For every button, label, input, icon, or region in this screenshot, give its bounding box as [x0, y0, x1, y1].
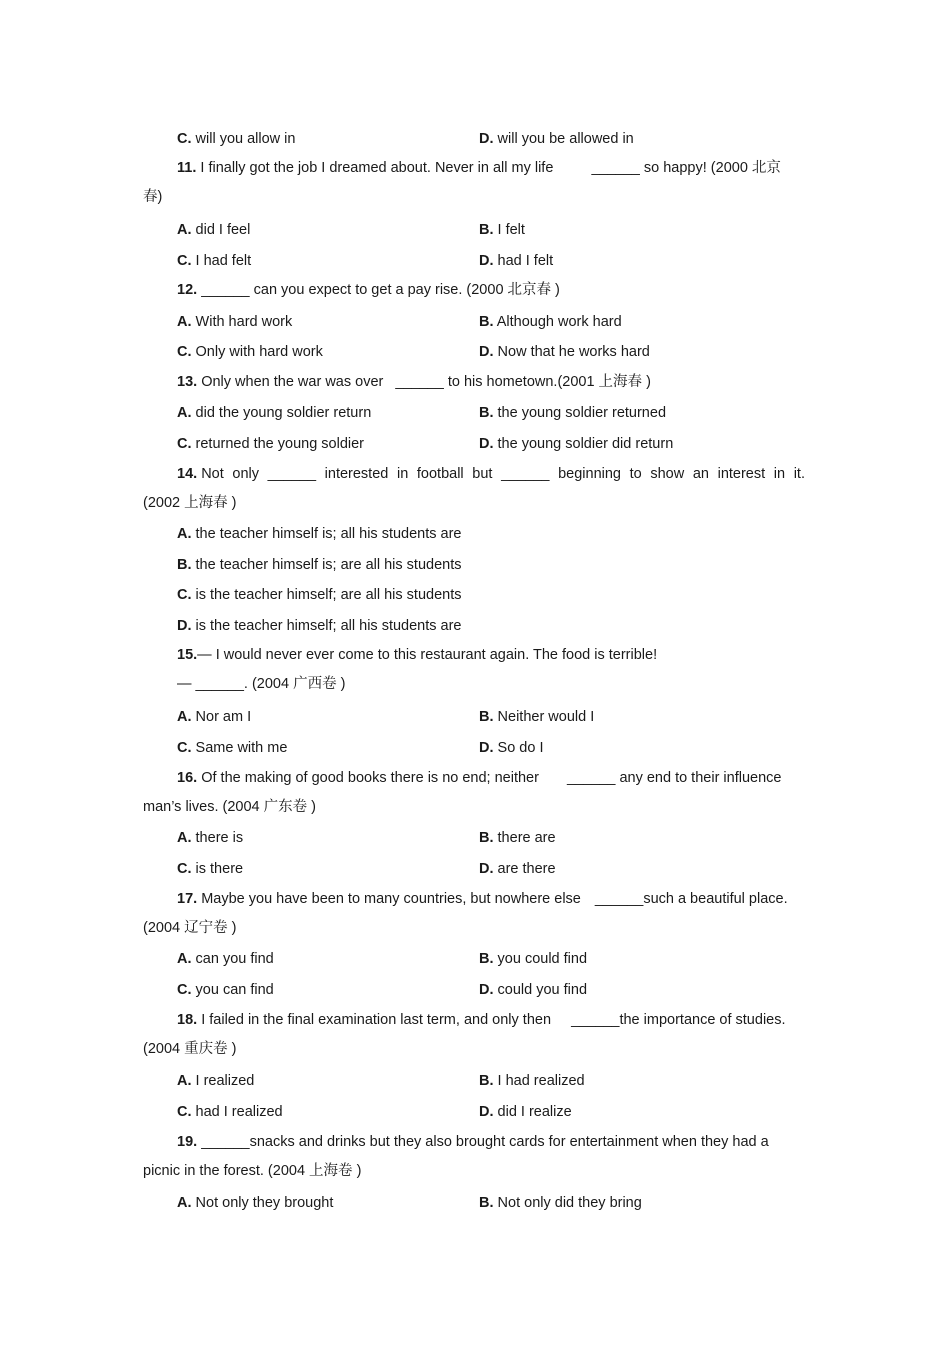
reply-text: . (2004 广西卷 ): [243, 676, 346, 692]
option-text: Not only did they bring: [497, 1195, 642, 1211]
option-text: is the teacher himself; are all his students: [195, 587, 462, 603]
option-text: I felt: [497, 222, 525, 238]
q15-stem: [177, 646, 657, 664]
stem-text: Only when the war was over: [201, 374, 384, 390]
option-text: Nor am I: [195, 709, 252, 725]
q16-option-a: [177, 829, 243, 847]
stem-text: can you expect to get a pay rise. (2000 北京春 ): [253, 282, 560, 298]
q13-stem: [177, 373, 651, 391]
option-letter: A.: [177, 405, 192, 421]
stem-word: beginning: [558, 466, 621, 482]
option-text: had I realized: [195, 1104, 283, 1120]
option-letter: B.: [479, 709, 494, 725]
answer-blank: ______: [501, 466, 550, 482]
question-number: 13.: [177, 374, 198, 390]
option-text: the young soldier did return: [497, 436, 674, 452]
q14-option-c: [177, 586, 462, 604]
option-letter: A.: [177, 1073, 192, 1089]
option-letter: A.: [177, 951, 192, 967]
q10-option-d: [479, 130, 634, 148]
q14-stem: [177, 465, 805, 483]
option-text: the teacher himself is; all his students are: [195, 526, 462, 542]
option-text: did I feel: [195, 222, 251, 238]
q10-option-c: [177, 130, 295, 148]
answer-blank: ______: [395, 374, 444, 390]
stem-word: but: [472, 466, 493, 482]
option-letter: C.: [177, 1104, 192, 1120]
option-letter: D.: [479, 740, 494, 756]
option-letter: D.: [479, 436, 494, 452]
q11-option-c: [177, 252, 251, 270]
stem-word: show: [650, 466, 685, 482]
option-text: I had realized: [497, 1073, 585, 1089]
q11-option-d: [479, 252, 553, 270]
stem-text: I failed in the final examination last term, and only then: [201, 1012, 552, 1028]
option-text: Although work hard: [496, 314, 622, 330]
option-text: is there: [195, 861, 244, 877]
stem-text: to his hometown.(2001 上海春 ): [447, 374, 651, 390]
q18-option-a: [177, 1072, 254, 1090]
option-text: the young soldier returned: [497, 405, 667, 421]
q11-option-a: [177, 221, 250, 239]
option-letter: C.: [177, 131, 192, 147]
answer-blank: ______: [267, 466, 317, 482]
stem-text: the importance of studies.: [619, 1012, 786, 1028]
q13-option-c: [177, 435, 364, 453]
q18-option-c: [177, 1103, 283, 1121]
option-text: With hard work: [195, 314, 293, 330]
question-number: 17.: [177, 891, 198, 907]
q14-stem-continued: (2002 上海春 ): [143, 495, 237, 511]
option-letter: C.: [177, 982, 192, 998]
option-letter: C.: [177, 344, 192, 360]
option-letter: B.: [479, 405, 494, 421]
q17-stem: [177, 890, 788, 908]
q15-reply: [177, 675, 345, 693]
q13-option-b: [479, 404, 666, 422]
q17-option-b: [479, 950, 587, 968]
option-letter: D.: [479, 131, 494, 147]
stem-word: [177, 465, 224, 483]
option-text: Only with hard work: [195, 344, 323, 360]
option-text: Not only they brought: [195, 1195, 334, 1211]
q16-option-c: [177, 860, 243, 878]
option-letter: C.: [177, 587, 192, 603]
q15-option-a: [177, 708, 251, 726]
stem-text: snacks and drinks but they also brought cards for entertainment when they had a: [249, 1134, 769, 1150]
stem-text: Of the making of good books there is no end; neither: [201, 770, 539, 786]
stem-word: interested: [324, 466, 389, 482]
option-letter: A.: [177, 709, 192, 725]
option-letter: B.: [479, 314, 494, 330]
option-letter: C.: [177, 740, 192, 756]
question-number: 16.: [177, 770, 198, 786]
q14-option-b: [177, 556, 462, 574]
answer-blank: ______: [594, 891, 644, 907]
q13-option-d: [479, 435, 673, 453]
q18-option-d: [479, 1103, 572, 1121]
option-text: will you allow in: [195, 131, 296, 147]
q13-option-a: [177, 404, 371, 422]
q11-option-b: [479, 221, 525, 239]
answer-blank: ______: [195, 676, 244, 692]
q12-option-a: [177, 313, 292, 331]
q16-stem-continued: man’s lives. (2004 广东卷 ): [143, 799, 316, 815]
stem-text: — I would never ever come to this restaurant again. The food is terrible!: [197, 647, 658, 663]
q15-option-c: [177, 739, 287, 757]
option-text: I had felt: [195, 253, 252, 269]
option-letter: B.: [177, 557, 192, 573]
option-text: there are: [497, 830, 556, 846]
q15-option-d: [479, 739, 543, 757]
option-text: could you find: [497, 982, 588, 998]
option-letter: A.: [177, 526, 192, 542]
stem-text: such a beautiful place.: [643, 891, 788, 907]
stem-text: I finally got the job I dreamed about. Never in all my life: [200, 160, 554, 176]
option-letter: B.: [479, 951, 494, 967]
option-letter: D.: [479, 253, 494, 269]
q12-option-b: [479, 313, 622, 331]
q19-option-b: [479, 1194, 642, 1212]
stem-word: to: [629, 466, 642, 482]
option-letter: B.: [479, 830, 494, 846]
option-letter: D.: [479, 1104, 494, 1120]
q17-option-a: [177, 950, 274, 968]
option-letter: D.: [177, 618, 192, 634]
option-text: are there: [497, 861, 556, 877]
option-text: Now that he works hard: [497, 344, 650, 360]
answer-blank: ______: [567, 770, 616, 786]
question-number: 18.: [177, 1012, 198, 1028]
option-text: there is: [195, 830, 244, 846]
option-text: did the young soldier return: [195, 405, 372, 421]
question-number: 12.: [177, 282, 198, 298]
option-text: So do I: [497, 740, 544, 756]
option-text: you can find: [195, 982, 274, 998]
q12-option-c: [177, 343, 323, 361]
option-letter: B.: [479, 222, 494, 238]
q18-stem: [177, 1011, 786, 1029]
option-text: the teacher himself is; are all his students: [195, 557, 462, 573]
option-letter: C.: [177, 436, 192, 452]
option-letter: C.: [177, 253, 192, 269]
stem-word: Not: [201, 466, 224, 482]
option-letter: C.: [177, 861, 192, 877]
option-letter: B.: [479, 1195, 494, 1211]
option-letter: A.: [177, 222, 192, 238]
reply-dash: —: [177, 676, 192, 692]
stem-text: Maybe you have been to many countries, but nowhere else: [201, 891, 581, 907]
option-letter: A.: [177, 314, 192, 330]
q17-stem-continued: (2004 辽宁卷 ): [143, 920, 237, 936]
question-number: 19.: [177, 1134, 198, 1150]
option-text: you could find: [497, 951, 588, 967]
q16-option-b: [479, 829, 556, 847]
option-text: had I felt: [497, 253, 554, 269]
option-text: returned the young soldier: [195, 436, 365, 452]
stem-text: any end to their influence: [619, 770, 782, 786]
option-text: I realized: [195, 1073, 255, 1089]
q15-option-b: [479, 708, 594, 726]
option-text: can you find: [195, 951, 274, 967]
q16-stem: [177, 769, 781, 787]
stem-word: only: [232, 466, 260, 482]
option-letter: D.: [479, 982, 494, 998]
stem-word: football: [416, 466, 464, 482]
stem-word: interest: [717, 466, 766, 482]
option-text: is the teacher himself; all his students are: [195, 618, 462, 634]
q11-stem-continued: 春): [143, 189, 163, 205]
q11-stem: [177, 159, 781, 177]
option-text: Neither would I: [497, 709, 595, 725]
answer-blank: ______: [201, 282, 250, 298]
option-text: will you be allowed in: [497, 131, 634, 147]
question-number: 14.: [177, 466, 198, 482]
question-number: 11.: [177, 160, 197, 176]
q14-option-a: [177, 525, 462, 543]
q18-option-b: [479, 1072, 585, 1090]
stem-word: in: [773, 466, 786, 482]
option-text: Same with me: [195, 740, 288, 756]
option-letter: A.: [177, 1195, 192, 1211]
answer-blank: ______: [591, 160, 640, 176]
answer-blank: ______: [201, 1134, 250, 1150]
q17-option-c: [177, 981, 274, 999]
q19-option-a: [177, 1194, 333, 1212]
option-letter: D.: [479, 344, 494, 360]
option-letter: B.: [479, 1073, 494, 1089]
option-letter: A.: [177, 830, 192, 846]
answer-blank: ______: [571, 1012, 620, 1028]
q19-stem-continued: picnic in the forest. (2004 上海卷 ): [143, 1163, 362, 1179]
option-letter: D.: [479, 861, 494, 877]
stem-word: an: [692, 466, 709, 482]
q14-option-d: [177, 617, 462, 635]
q12-stem: [177, 281, 560, 299]
option-text: did I realize: [497, 1104, 572, 1120]
q19-stem: [177, 1133, 769, 1151]
q17-option-d: [479, 981, 587, 999]
q16-option-d: [479, 860, 556, 878]
q18-stem-continued: (2004 重庆卷 ): [143, 1041, 237, 1057]
stem-word: it.: [793, 466, 805, 482]
question-number: 15.: [177, 647, 198, 663]
q12-option-d: [479, 343, 650, 361]
stem-word: in: [396, 466, 409, 482]
stem-text: so happy! (2000 北京: [643, 160, 781, 176]
